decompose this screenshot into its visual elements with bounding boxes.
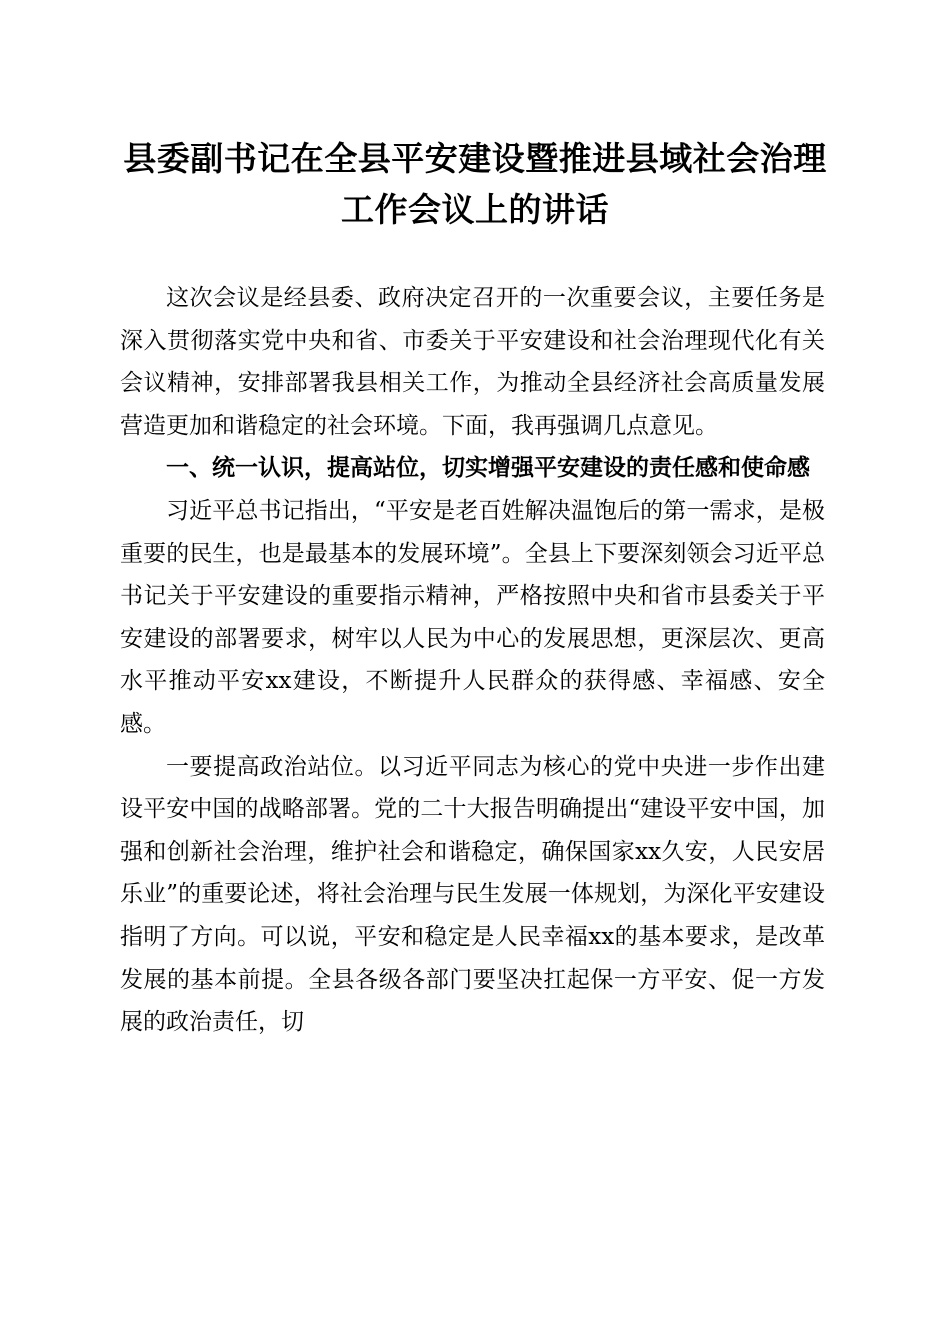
paragraph-political-stance: 一要提高政治站位。以习近平同志为核心的党中央进一步作出建设平安中国的战略部署。党的二十大报告明确提出“建设平安中国，加强和创新社会治理，维护社会和谐稳定，确保国家xx久安，人民安居乐业”的重要论述，将社会治理与民生发展一体规划，为深化平安建设指明了方向。可以说，平安和稳定是人民幸福xx的基本要求，是改革发展的基本前提。全县各级各部门要坚决扛起保一方平安、促一方发展的政治责任，切 (120, 753, 825, 1036)
document-body (120, 277, 825, 1044)
section-heading-1: 一、统一认识，提高站位，切实增强平安建设的责任感和使命感 (166, 455, 810, 482)
document-title: 县委副书记在全县平安建设暨推进县域社会治理工作会议上的讲话 (123, 139, 827, 229)
paragraph-quote: 习近平总书记指出，“平安是老百姓解决温饱后的第一需求，是极重要的民生，也是最基本的发展环境”。全县上下要深刻领会习近平总书记关于平安建设的重要指示精神，严格按照中央和省市县委关于平安建设的部署要求，树牢以人民为中心的发展思想，更深层次、更高水平推动平安xx建设，不断提升人民群众的获得感、幸福感、安全感。 (120, 497, 825, 737)
paragraph-intro: 这次会议是经县委、政府决定召开的一次重要会议，主要任务是深入贯彻落实党中央和省、市委关于平安建设和社会治理现代化有关会议精神，安排部署我县相关工作，为推动全县经济社会高质量发展营造更加和谐稳定的社会环境。下面，我再强调几点意见。 (120, 285, 825, 439)
